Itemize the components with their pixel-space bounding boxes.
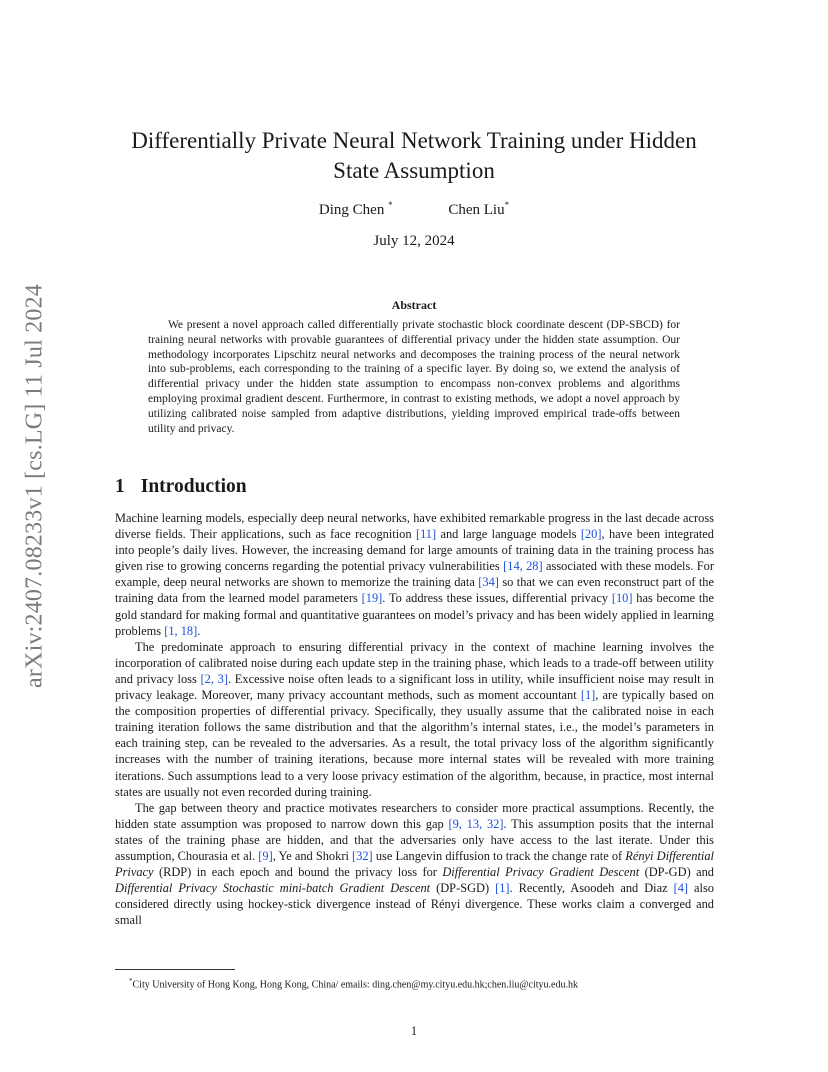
author-2-affiliation-mark: * [504,200,510,210]
citation-link[interactable]: [11] [415,527,437,542]
citation-link[interactable]: [34] [478,575,499,590]
author-1 [319,200,393,219]
text-run: (DP-SGD) [430,881,496,896]
citation-link[interactable]: [10] [611,591,633,606]
text-run: associated with these models. For example, deep neural networks are shown to memorize the training data [115,559,715,590]
author-2-name: Chen Liu [448,202,505,218]
text-run: (DP-GD) and [639,865,715,880]
text-run: The predominate approach to ensuring differential privacy in the context of machine learning involves the incorporation of calibrated noise during each update step in the training phase, which leads to a trade-off between utility and privacy loss [115,639,714,686]
paragraph-2 [115,639,714,800]
footnote [115,975,728,991]
paragraph-1 [115,510,714,639]
text-run: has become the gold standard for making formal and quantitative guarantees on model’s privacy and has been widely applied in learning problems [115,591,715,638]
citation-link[interactable]: [20] [580,527,602,542]
citation-link[interactable]: [1, 18] [164,623,198,638]
text-run: . This assumption posits that the internal states of the training phase are hidden, and that the adversaries only have access to the last iterate. Under this assumption, Chourasia et al. [115,816,714,863]
arxiv-identifier-text: arXiv:2407.08233v1 [cs.LG] 11 Jul 2024 [21,284,48,688]
publication-date: July 12, 2024 [373,233,455,249]
paragraph-3 [115,800,714,929]
text-run: . [197,623,201,638]
introduction-body [115,510,714,928]
text-run: use Langevin diffusion to track the change rate of [372,848,626,863]
footnote-text: City University of Hong Kong, Hong Kong, China/ emails: ding.chen@my.cityu.edu.hk;chen.liu@cityu.edu.hk [132,979,578,991]
author-list [114,200,714,219]
author-1-name: Ding Chen [318,202,385,218]
emphasis-term: Rényi Differential Privacy [115,848,714,880]
text-run: also considered directly using hockey-stick divergence instead of Rényi divergence. These works claim a converged and small [115,881,714,928]
arxiv-identifier-stamp [20,284,50,688]
page-number: 1 [410,1024,418,1038]
section-heading [115,476,247,498]
abstract-heading: Abstract [391,298,437,312]
section-number: 1 [115,476,125,497]
text-run: . To address these issues, differential privacy [382,591,612,606]
citation-link[interactable]: [9] [258,848,273,863]
text-run: so that we can even reconstruct part of the training data from the learned model parameters [115,575,714,606]
text-run: (RDP) in each epoch and bound the privacy loss for [153,865,443,880]
author-1-affiliation-mark: * [388,200,393,210]
footnote-mark: * [129,977,133,985]
text-run: Machine learning models, especially deep neural networks, have exhibited remarkable progress in the last decade across diverse fields. Their applications, such as face recognition [115,511,714,542]
emphasis-term: Differential Privacy Gradient Descent [442,865,640,880]
footnote-divider [115,969,235,970]
paper-title: Differentially Private Neural Network Training under Hidden State Assumption [131,128,697,183]
text-run: . Recently, Asoodeh and Diaz [509,881,674,896]
citation-link[interactable]: [1] [495,881,510,896]
citation-link[interactable]: [14, 28] [503,559,543,574]
text-run: The gap between theory and practice motivates researchers to consider more practical assumptions. Recently, the hidden state assumption was proposed to narrow down this gap [115,800,714,831]
citation-link[interactable]: [4] [673,881,689,896]
emphasis-term: Differential Privacy Stochastic mini-batch Gradient Descent [115,881,431,896]
text-run: , Ye and Shokri [272,848,353,863]
citation-link[interactable]: [9, 13, 32] [448,816,504,831]
text-run: . Excessive noise often leads to a significant loss in utility, while insufficient noise may result in privacy leakage. Moreover, many privacy accountant methods, such as moment accountant [115,671,714,703]
citation-link[interactable]: [32] [352,848,373,863]
text-run: , are typically based on the composition properties of differential privacy. Specifically, they usually assume that the calibrated noise in each training iteration follows the same distribution and that the algorithm’s internal states, i.e., the model’s parameters in each training step, can be revealed to the adversaries. As a result, the total privacy loss of the algorithm significantly increases with the number of training iterations, because more internal states will be revealed with more training iterations. Such assumptions lead to a very loose privacy estimation of the algorithm, because, in practice, most internal states are usually not even recorded during training. [115,688,714,799]
citation-link[interactable]: [19] [361,591,383,606]
text-run: , have been integrated into people’s daily lives. However, the increasing demand for large amounts of training data in the training process has given rise to growing concerns regarding the potential privacy vulnerabilities [115,527,715,574]
citation-link[interactable]: [1] [580,688,596,703]
author-2 [448,200,509,219]
section-title: Introduction [140,476,247,497]
citation-link[interactable]: [2, 3] [200,671,228,686]
abstract-text: We present a novel approach called differentially private stochastic block coordinate descent (DP-SBCD) for training neural networks with provable guarantees of differential privacy under the hidden state assumption. Our methodology incorporates Lipschitz neural networks and decomposes the training process of the neural network into sub-problems, each corresponding to the training of a specific layer. By doing so, we extend the analysis of differential privacy under the hidden state assumption to encompass non-convex problems and algorithms employing proximal gradient descent. Furthermore, in contrast to existing methods, we adopt a novel approach by utilizing calibrated noise sampled from adaptive distributions, yielding improved empirical trade-offs between utility and privacy. [148,319,680,435]
text-run: and large language models [436,527,581,542]
